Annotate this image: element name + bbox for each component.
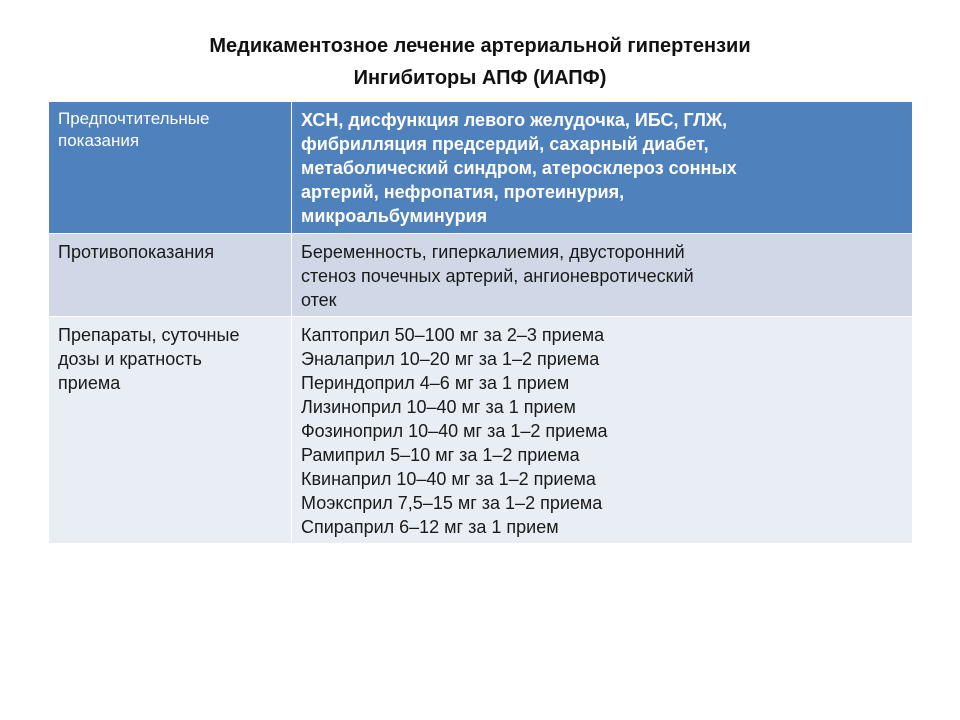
drug-item: Моэксприл 7,5–15 мг за 1–2 приема xyxy=(301,493,603,513)
indications-value-line: метаболический синдром, атеросклероз сонных xyxy=(301,158,737,178)
indications-value-line: артерий, нефропатия, протеинурия, xyxy=(301,182,625,202)
contraindications-label: Противопоказания xyxy=(58,242,215,262)
indications-label-line: показания xyxy=(58,131,140,150)
drugs-label-cell xyxy=(49,317,292,544)
indications-label-cell xyxy=(49,102,292,234)
drugs-label-line: приема xyxy=(58,373,121,393)
table-row-indications xyxy=(49,102,913,234)
contraindications-value-line: отек xyxy=(301,290,337,310)
table-row-drugs xyxy=(49,317,913,544)
drug-item: Периндоприл 4–6 мг за 1 прием xyxy=(301,373,570,393)
drug-item: Эналаприл 10–20 мг за 1–2 приема xyxy=(301,349,600,369)
drugs-label-line: дозы и кратность xyxy=(58,349,202,369)
contraindications-value-cell xyxy=(292,234,913,317)
drug-item: Фозиноприл 10–40 мг за 1–2 приема xyxy=(301,421,608,441)
contraindications-value-line: стеноз почечных артерий, ангионевротический xyxy=(301,266,694,286)
drug-item: Каптоприл 50–100 мг за 2–3 приема xyxy=(301,325,605,345)
indications-value-line: ХСН, дисфункция левого желудочка, ИБС, ГЛЖ, xyxy=(301,110,728,130)
drugs-label-line: Препараты, суточные xyxy=(58,325,240,345)
table-row-contraindications xyxy=(49,234,913,317)
slide-title xyxy=(0,30,960,94)
contraindications-value-line: Беременность, гиперкалиемия, двусторонний xyxy=(301,242,685,262)
indications-label-line: Предпочтительные xyxy=(58,109,210,128)
indications-value-line: фибрилляция предсердий, сахарный диабет, xyxy=(301,134,709,154)
drugs-list-cell xyxy=(292,317,913,544)
drug-item: Лизиноприл 10–40 мг за 1 прием xyxy=(301,397,576,417)
title-line-1: Медикаментозное лечение артериальной гипертензии xyxy=(209,35,751,57)
indications-value-line: микроальбуминурия xyxy=(301,206,488,226)
indications-value-cell xyxy=(292,102,913,234)
title-line-2: Ингибиторы АПФ (ИАПФ) xyxy=(353,67,607,89)
drug-item: Квинаприл 10–40 мг за 1–2 приема xyxy=(301,469,596,489)
ace-inhibitors-table xyxy=(48,101,913,544)
contraindications-label-cell xyxy=(49,234,292,317)
drug-item: Рамиприл 5–10 мг за 1–2 приема xyxy=(301,445,580,465)
drug-item: Спираприл 6–12 мг за 1 прием xyxy=(301,517,559,537)
